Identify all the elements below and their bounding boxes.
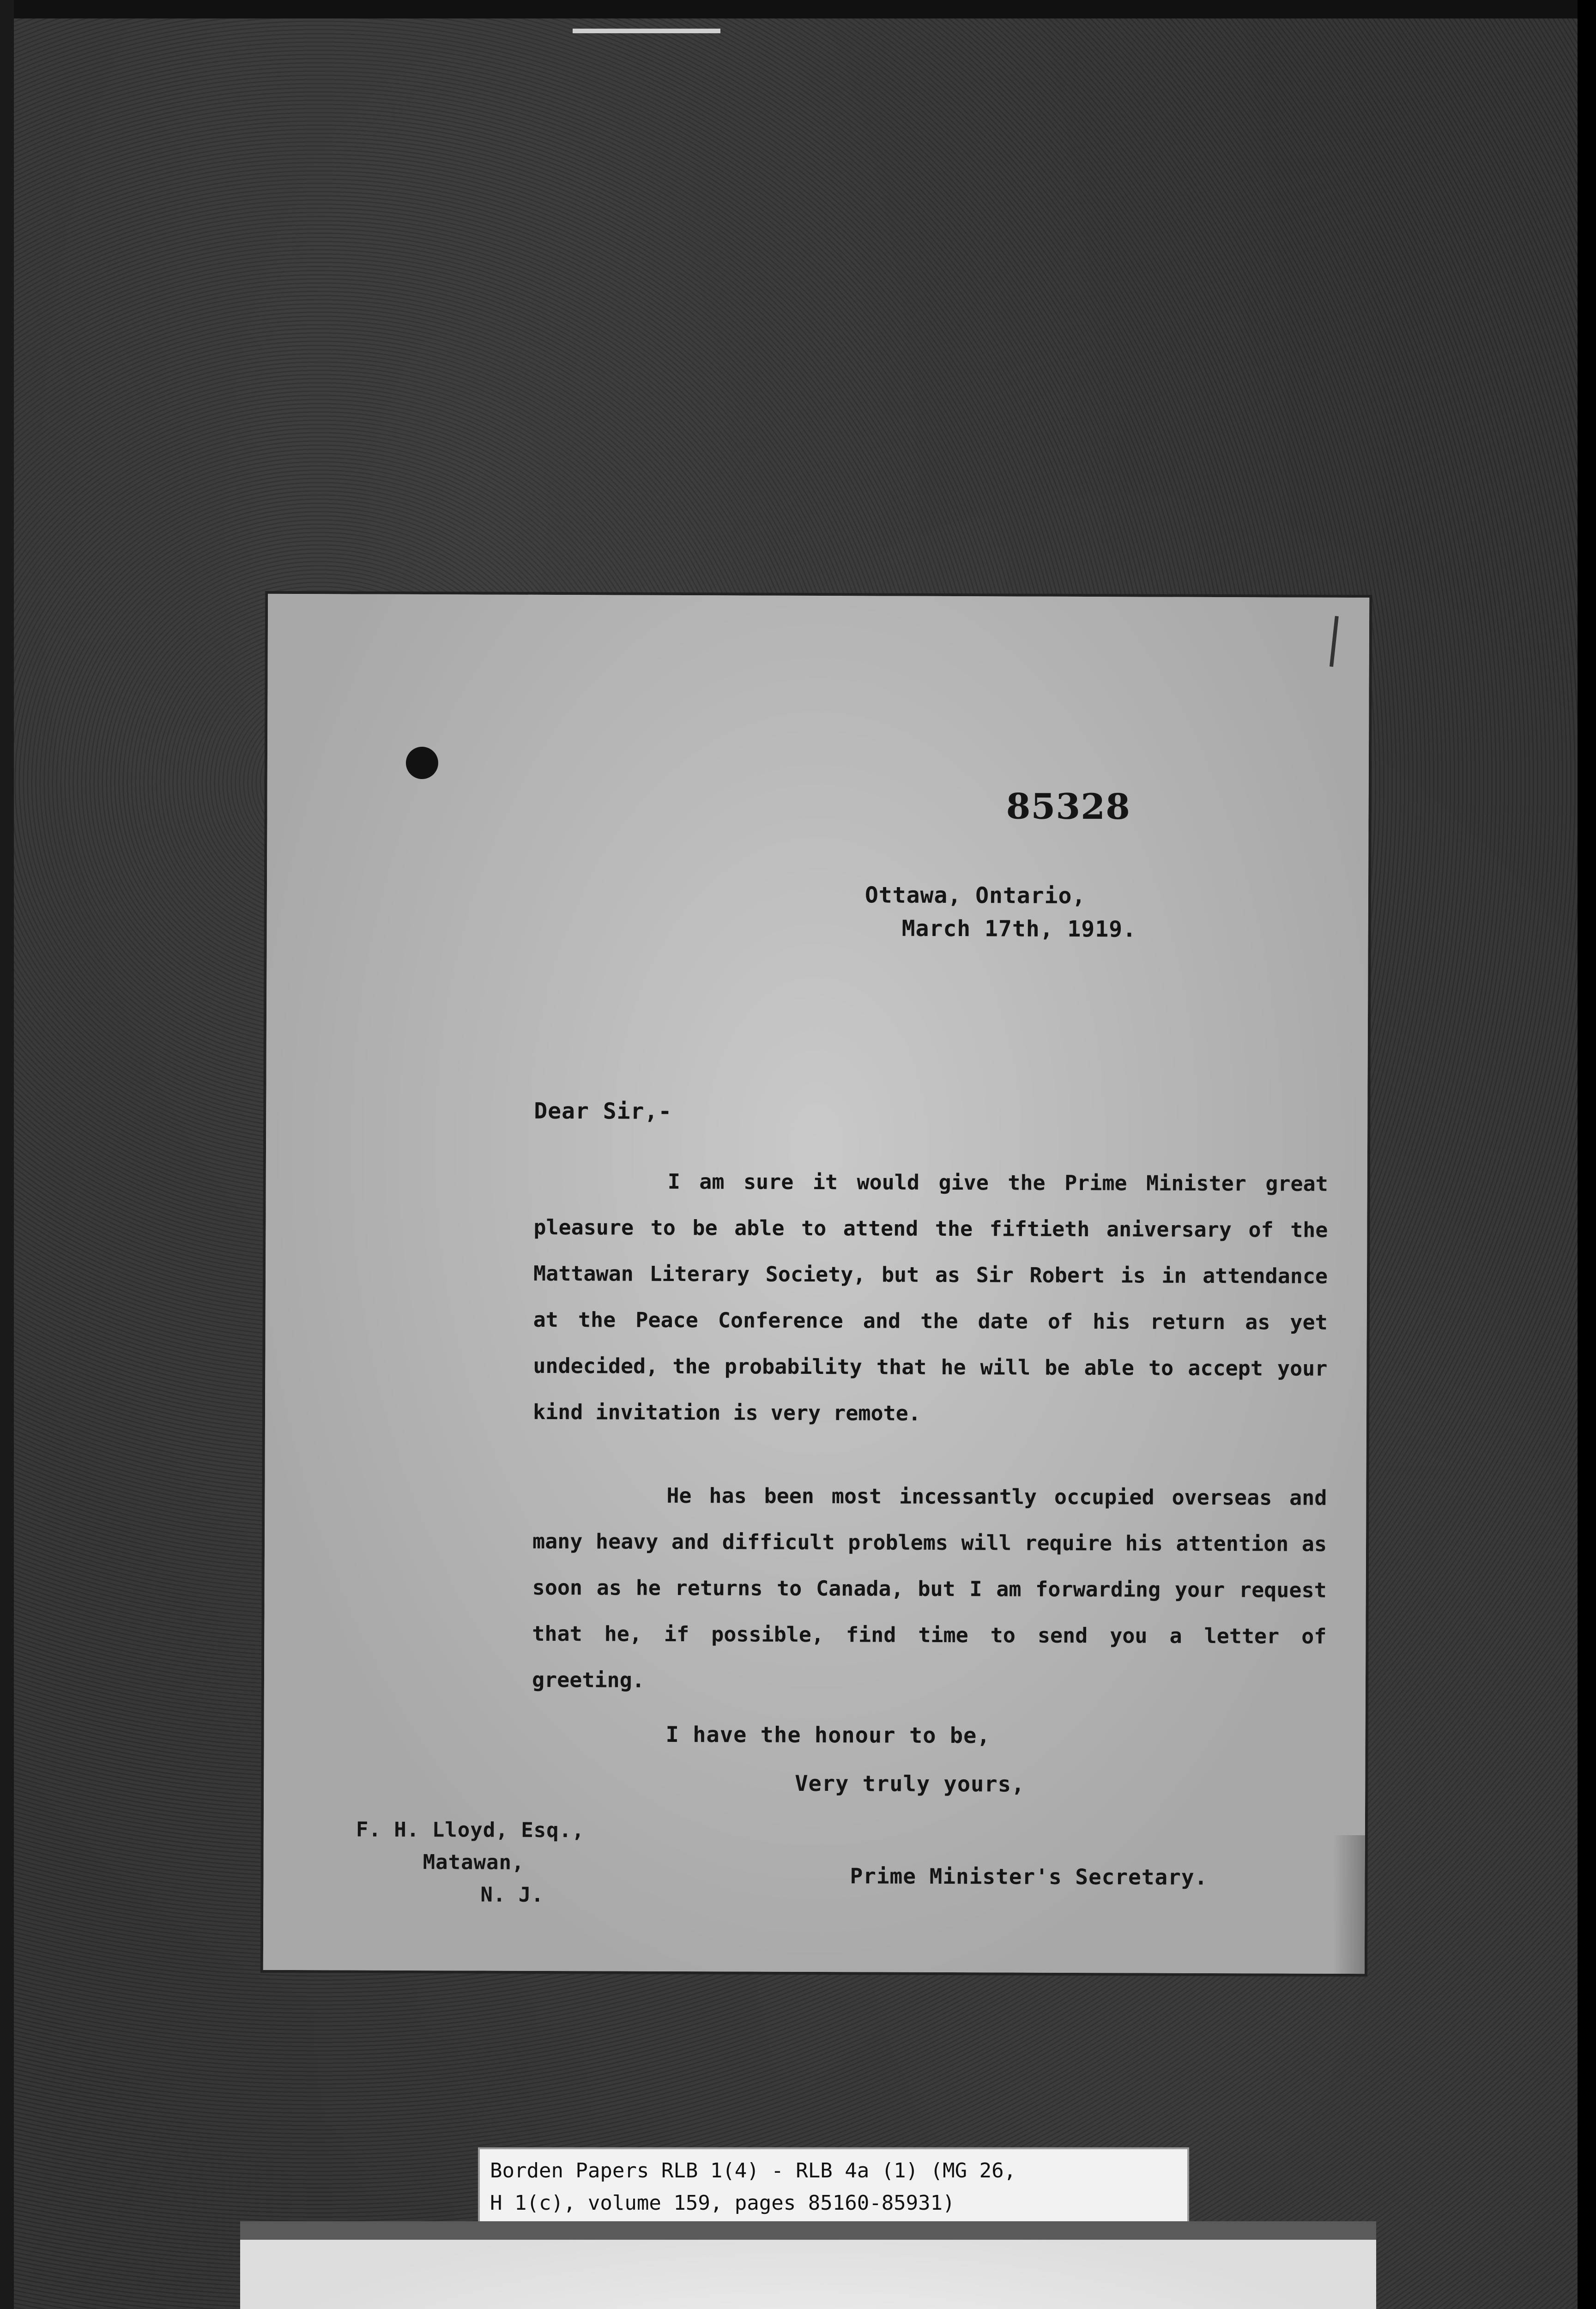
- body-paragraph: I am sure it would give the Prime Minister great pleasure to be able to attend the fiftieth aniversary of the Mattawan Literary Society, but as Sir Robert is in attendance at the Peace Conference and the date of his return as yet undecided, the probability that he will be able to accept your kind invitation is very remote.: [532, 1169, 1328, 1426]
- letter-place: Ottawa, Ontario,: [864, 882, 1086, 909]
- reference-line: Borden Papers RLB 1(4) - RLB 4a (1) (MG 26,: [490, 2159, 1016, 2182]
- archival-reference-label: [478, 2147, 1189, 2228]
- stamp-card-surface: [240, 2240, 1376, 2309]
- corner-mark: [1330, 616, 1339, 667]
- film-marker: [573, 29, 720, 33]
- salutation: Dear Sir,-: [534, 1098, 672, 1124]
- addressee-state: N. J.: [480, 1883, 544, 1907]
- signature-title: Prime Minister's Secretary.: [850, 1863, 1208, 1890]
- valediction: Very truly yours,: [795, 1771, 1025, 1797]
- film-edge-right: [1578, 0, 1596, 2309]
- archives-stamp-card: [240, 2221, 1376, 2309]
- closing-line: I have the honour to be,: [665, 1722, 991, 1749]
- film-edge-top: [0, 0, 1596, 18]
- reference-line: H 1(c), volume 159, pages 85160-85931): [490, 2191, 955, 2215]
- letter-fold-shadow: [1332, 1835, 1365, 1974]
- letter-date: March 17th, 1919.: [901, 915, 1137, 943]
- addressee-name: F. H. Lloyd, Esq.,: [356, 1818, 585, 1843]
- letter-sheet: [263, 594, 1369, 1974]
- punch-hole: [406, 747, 438, 779]
- body-paragraph: He has been most incessantly occupied overseas and many heavy and difficult problems will require his attention as soon as he returns to Canada, but I am forwarding your request that he, if possible, find time to send you a letter of greeting.: [532, 1483, 1327, 1692]
- addressee-city: Matawan,: [423, 1850, 525, 1874]
- document-number: 85328: [1006, 786, 1131, 828]
- film-edge-left: [0, 0, 14, 2309]
